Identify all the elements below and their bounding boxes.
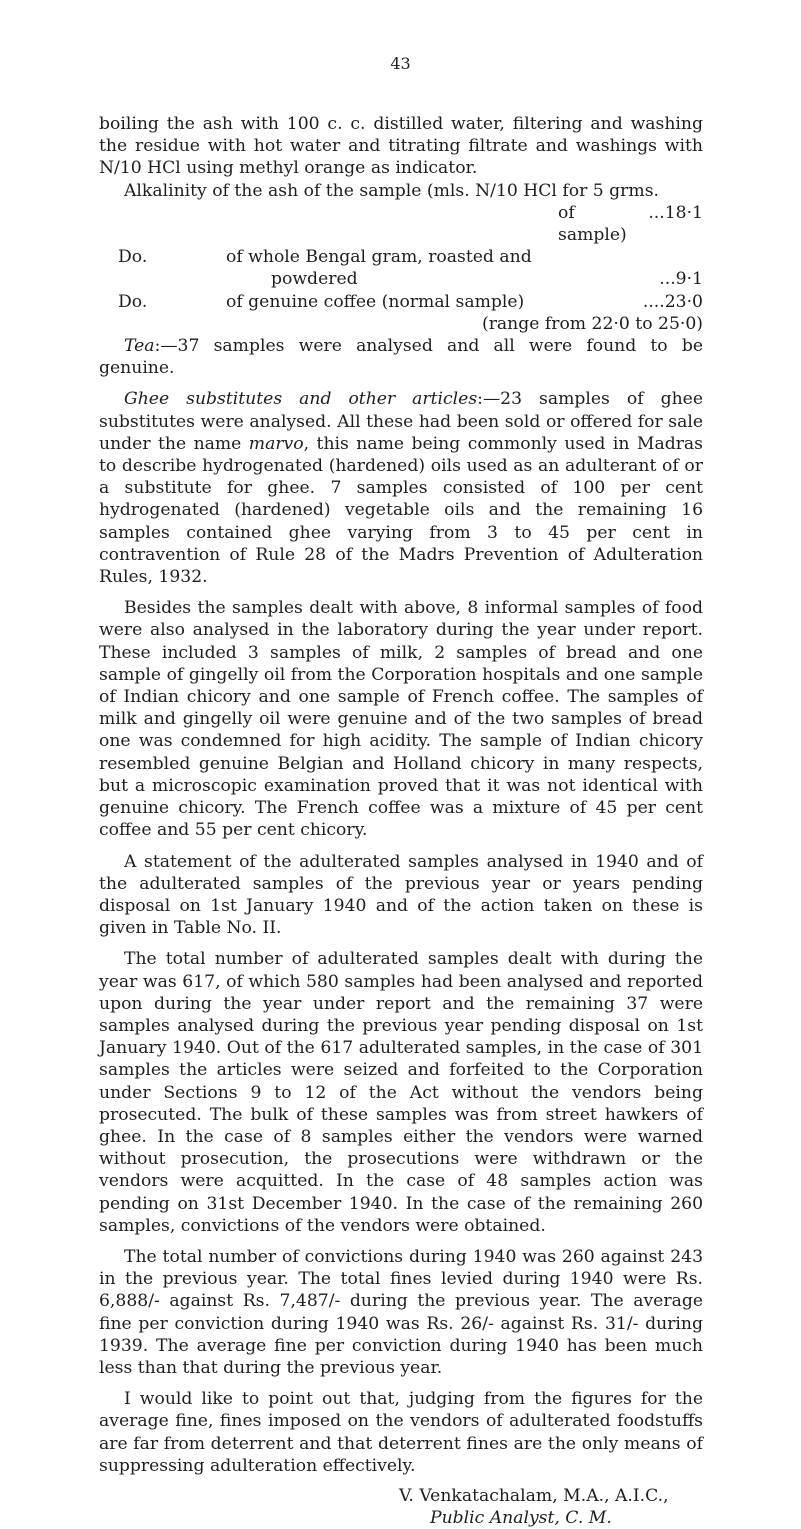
paragraph-statement: A statement of the adulterated samples analysed in 1940 and of the adulterated samples of the previous year or years pending disposal on 1st January 1940 and of the action taken on these is given in Table No. II. xyxy=(99,851,703,939)
paragraph-point: I would like to point out that, judging from the figures for the average fine, fines imposed on the vendors of adulterated foodstuffs are far from deterrent and that deterrent fines are the only means of suppressing adulteration effectively. xyxy=(99,1389,703,1476)
alkalinity-text: of sample) xyxy=(558,202,627,246)
bengal-gram-text: of whole Bengal gram, roasted and xyxy=(226,247,532,268)
tea-text: :—37 samples were analysed and all were found to be genuine. xyxy=(99,336,703,379)
ditto-label-1: Do. xyxy=(118,247,148,268)
paragraph-intro: boiling the ash with 100 c. c. distilled water, filtering and washing the residue with hot water and titrating filtrate and washings with N/10 HCl using methyl orange as indicator. xyxy=(99,114,703,179)
paragraph-besides: Besides the samples dealt with above, 8 informal samples of food were also analysed in the laboratory during the year under report. These included 3 samples of milk, 2 samples of bread and one sample of gingelly oil from the Corporation hospitals and one sample of Indian chicory and one sample of French coffee. The samples of milk and gingelly oil were genuine and of the two samples of bread one was condemned for high acidity. The sample of Indian chicory resembled genuine Belgian and Holland chicory in many respects, but a microscopic examination proved that it was not identical with genuine chicory. The French coffee was a mixture of 45 per cent coffee and 55 per cent chicory. xyxy=(99,598,703,841)
page-number: 43 xyxy=(390,54,411,73)
alkalinity-line-2 xyxy=(99,202,703,246)
alkalinity-value: ...18·1 xyxy=(648,202,703,223)
paragraph-total: The total number of adulterated samples dealt with during the year was 617, of which 580 samples had been analysed and reported upon during the year under report and the remaining 37 were samples analysed during the previous year pending disposal on 1st January 1940. Out of the 617 adulterated samples, in the case of 301 samples the articles were seized and forfeited to the Corporation under Sections 9 to 12 of the Act without the vendors being prosecuted. The bulk of these samples was from street hawkers of ghee. In the case of 8 samples either the vendors were warned without prosecution, the prosecutions were withdrawn or the vendors were acquitted. In the case of 48 samples action was pending on 31st December 1940. In the case of the remaining 260 samples, convictions of the vendors were obtained. xyxy=(99,949,703,1236)
bengal-gram-line-2 xyxy=(99,268,703,290)
ghee-heading: Ghee substitutes and other articles xyxy=(124,389,478,410)
signature-title: Public Analyst, C. M. xyxy=(430,1508,612,1529)
bengal-gram-text-2: powdered xyxy=(271,269,358,290)
coffee-text: of genuine coffee (normal sample) xyxy=(226,291,525,312)
paragraph-convictions: The total number of convictions during 1940 was 260 against 243 in the previous year. The total fines levied during 1940 were Rs. 6,888/- against Rs. 7,487/- during the previous year. The average fine per conviction during 1940 was Rs. 26/- against Rs. 31/- during 1939. The average fine per conviction during 1940 has been much less than that during the previous year. xyxy=(99,1246,703,1378)
alkalinity-label: Alkalinity of the ash of the sample (mls. N/10 HCl for 5 grms. xyxy=(124,180,659,201)
coffee-range: (range from 22·0 to 25·0) xyxy=(482,313,703,334)
marvo-term: marvo xyxy=(248,433,304,454)
bengal-gram-value: ...9·1 xyxy=(659,269,703,290)
coffee-line-1 xyxy=(99,291,703,313)
bengal-gram-line-1 xyxy=(99,246,703,268)
signature-name: V. Venkatachalam, M.A., A.I.C., xyxy=(399,1485,669,1506)
paragraph-tea xyxy=(99,335,703,379)
document-body xyxy=(99,113,703,1529)
paragraph-ghee: Ghee substitutes and other articles:—23 samples of ghee substitutes were analysed. All these had been sold or offered for sale under the name marvo, this name being commonly used in Madras to describe hydrogenated (hardened) oils used as an adulterant of or a substitute for ghee. 7 samples consisted of 100 per cent hydrogenated (hardened) vegetable oils and the remaining 16 samples contained ghee varying from 3 to 45 per cent in contravention of Rule 28 of the Madrs Prevention of Adulteration Rules, 1932. xyxy=(99,389,703,588)
coffee-value: ....23·0 xyxy=(642,291,703,312)
ditto-label-2: Do. xyxy=(118,291,148,312)
alkalinity-line-1 xyxy=(99,180,703,202)
tea-heading: Tea xyxy=(124,336,155,357)
